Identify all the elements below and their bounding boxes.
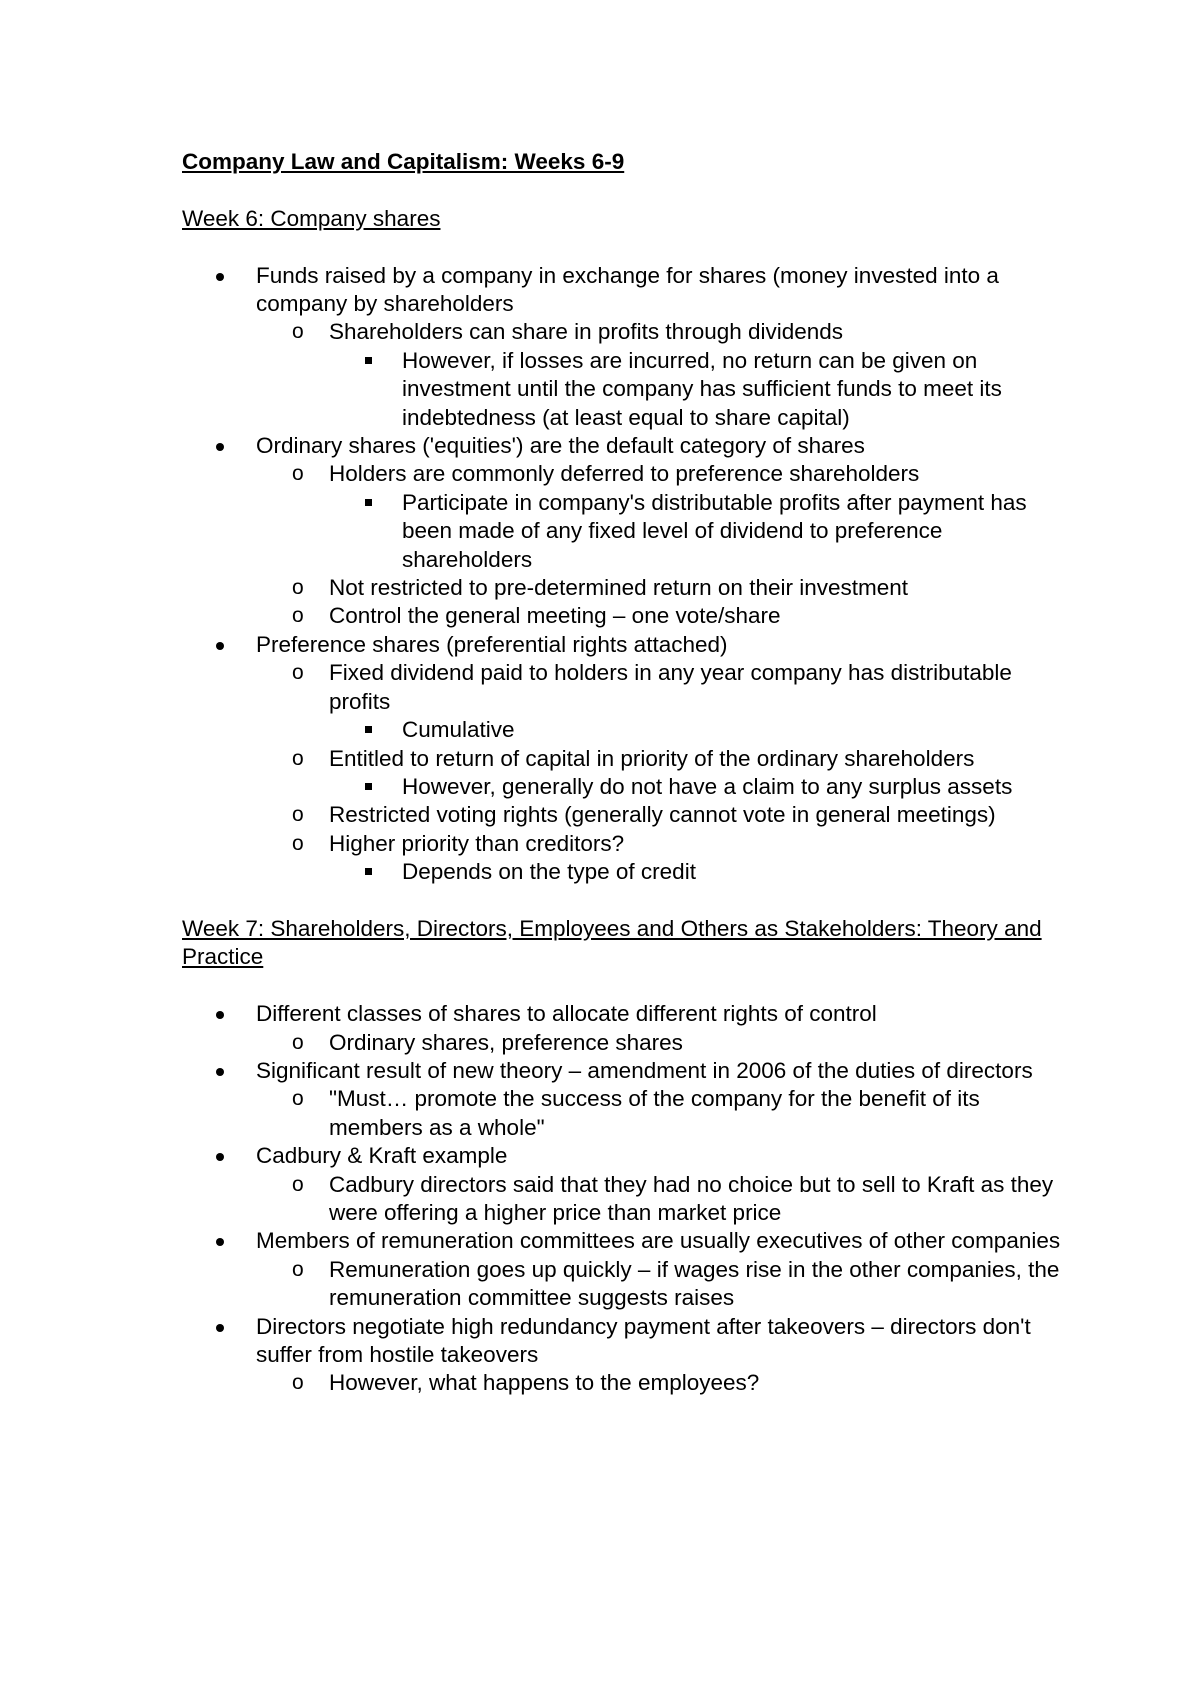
list-item (182, 489, 1062, 574)
document-title: Company Law and Capitalism: Weeks 6-9 (182, 149, 625, 174)
bullet-circle-icon: o (292, 576, 304, 600)
bullet-list-level-2 (256, 659, 1062, 886)
bullet-circle-icon: o (292, 1371, 304, 1395)
list-item-text: Not restricted to pre-determined return on their investment (329, 575, 909, 601)
document-page (182, 148, 1062, 1398)
bullet-circle-icon: o (292, 1087, 304, 1111)
list-item (182, 830, 1062, 887)
bullet-list-level-3 (329, 716, 1062, 744)
bullet-list-level-1 (182, 262, 1062, 887)
list-item-text: Ordinary shares ('equities') are the default category of shares (256, 433, 865, 459)
list-item (182, 858, 1062, 886)
list-item-text: Shareholders can share in profits through dividends (329, 319, 844, 345)
list-item-text: Cadbury directors said that they had no choice but to sell to Kraft as they were offering a higher price than market price (329, 1171, 1054, 1225)
bullet-list-level-2 (256, 460, 1062, 630)
list-item (182, 745, 1062, 802)
list-item-text: Higher priority than creditors? (329, 830, 625, 856)
list-item (182, 631, 1062, 887)
list-item (182, 1142, 1062, 1227)
list-item (182, 460, 1062, 574)
bullet-circle-icon: o (292, 320, 304, 344)
list-item (182, 574, 1062, 602)
list-item (182, 1313, 1062, 1398)
list-item (182, 1256, 1062, 1313)
list-item-text: Significant result of new theory – amendment in 2006 of the duties of directors (256, 1057, 1033, 1083)
bullet-list-level-2 (256, 318, 1062, 432)
list-item-text: Directors negotiate high redundancy payment after takeovers – directors don't suffer from hostile takeovers (256, 1313, 1031, 1367)
list-item-text: Preference shares (preferential rights attached) (256, 631, 728, 657)
list-item (182, 716, 1062, 744)
list-item (182, 1227, 1062, 1312)
bullet-circle-icon: o (292, 661, 304, 685)
bullet-list-level-3 (329, 489, 1062, 574)
spacer (182, 233, 1062, 261)
list-item (182, 432, 1062, 631)
list-item-text: However, if losses are incurred, no return can be given on investment until the company has sufficient funds to meet its indebtedness (at least equal to share capital) (402, 347, 1002, 430)
list-item-text: Depends on the type of credit (402, 859, 696, 885)
bullet-list-level-2 (256, 1085, 1062, 1142)
list-item-text: Control the general meeting – one vote/share (329, 603, 781, 629)
bullet-list-level-2 (256, 1256, 1062, 1313)
bullet-circle-icon: o (292, 1172, 304, 1196)
bullet-circle-icon: o (292, 1257, 304, 1281)
list-item-text: "Must… promote the success of the company for the benefit of its members as a whole" (329, 1086, 980, 1140)
bullet-list-level-2 (256, 1369, 1062, 1397)
list-item-text: Restricted voting rights (generally cannot vote in general meetings) (329, 802, 996, 828)
bullet-circle-icon: o (292, 1030, 304, 1054)
list-item (182, 347, 1062, 432)
list-item (182, 1085, 1062, 1142)
list-item-text: Remuneration goes up quickly – if wages rise in the other companies, the remuneration committee suggests raises (329, 1256, 1060, 1311)
bullet-circle-icon: o (292, 604, 304, 628)
list-item (182, 318, 1062, 432)
bullet-list-level-1 (182, 1000, 1062, 1398)
list-item-text: Fixed dividend paid to holders in any year company has distributable profits (329, 660, 1012, 714)
list-item-text: Participate in company's distributable profits after payment has been made of any fixed level of dividend to preference shareholders (402, 489, 1027, 572)
list-item-text: Cadbury & Kraft example (256, 1143, 508, 1169)
bullet-list-level-2 (256, 1171, 1062, 1228)
section-heading: Week 6: Company shares (182, 205, 441, 231)
list-item (182, 1000, 1062, 1057)
bullet-circle-icon: o (292, 803, 304, 827)
bullet-circle-icon: o (292, 831, 304, 855)
list-item-text: Funds raised by a company in exchange for shares (money invested into a company by shareholders (256, 262, 999, 316)
list-item (182, 801, 1062, 829)
list-item (182, 602, 1062, 630)
list-item-text: Different classes of shares to allocate different rights of control (256, 1001, 877, 1027)
spacer (182, 972, 1062, 1000)
list-item-text: Holders are commonly deferred to preference shareholders (329, 461, 920, 487)
list-item (182, 1029, 1062, 1057)
list-item (182, 262, 1062, 432)
list-item-text: Ordinary shares, preference shares (329, 1029, 683, 1055)
list-item-text: Entitled to return of capital in priority of the ordinary shareholders (329, 745, 975, 771)
list-item (182, 1369, 1062, 1397)
bullet-list-level-3 (329, 858, 1062, 886)
bullet-list-level-3 (329, 347, 1062, 432)
spacer (182, 887, 1062, 915)
list-item-text: Members of remuneration committees are usually executives of other companies (256, 1228, 1061, 1254)
bullet-list-level-2 (256, 1029, 1062, 1057)
bullet-circle-icon: o (292, 462, 304, 486)
list-item-text: Cumulative (402, 717, 515, 743)
list-item (182, 659, 1062, 744)
bullet-list-level-3 (329, 773, 1062, 801)
list-item-text: However, generally do not have a claim to any surplus assets (402, 773, 1013, 799)
list-item (182, 1171, 1062, 1228)
list-item-text: However, what happens to the employees? (329, 1370, 760, 1396)
list-item (182, 773, 1062, 801)
section-heading: Week 7: Shareholders, Directors, Employees and Others as Stakeholders: Theory and Practice (182, 915, 1042, 970)
bullet-circle-icon: o (292, 746, 304, 770)
sections-container (182, 205, 1062, 1398)
list-item (182, 1057, 1062, 1142)
spacer (182, 176, 1062, 204)
